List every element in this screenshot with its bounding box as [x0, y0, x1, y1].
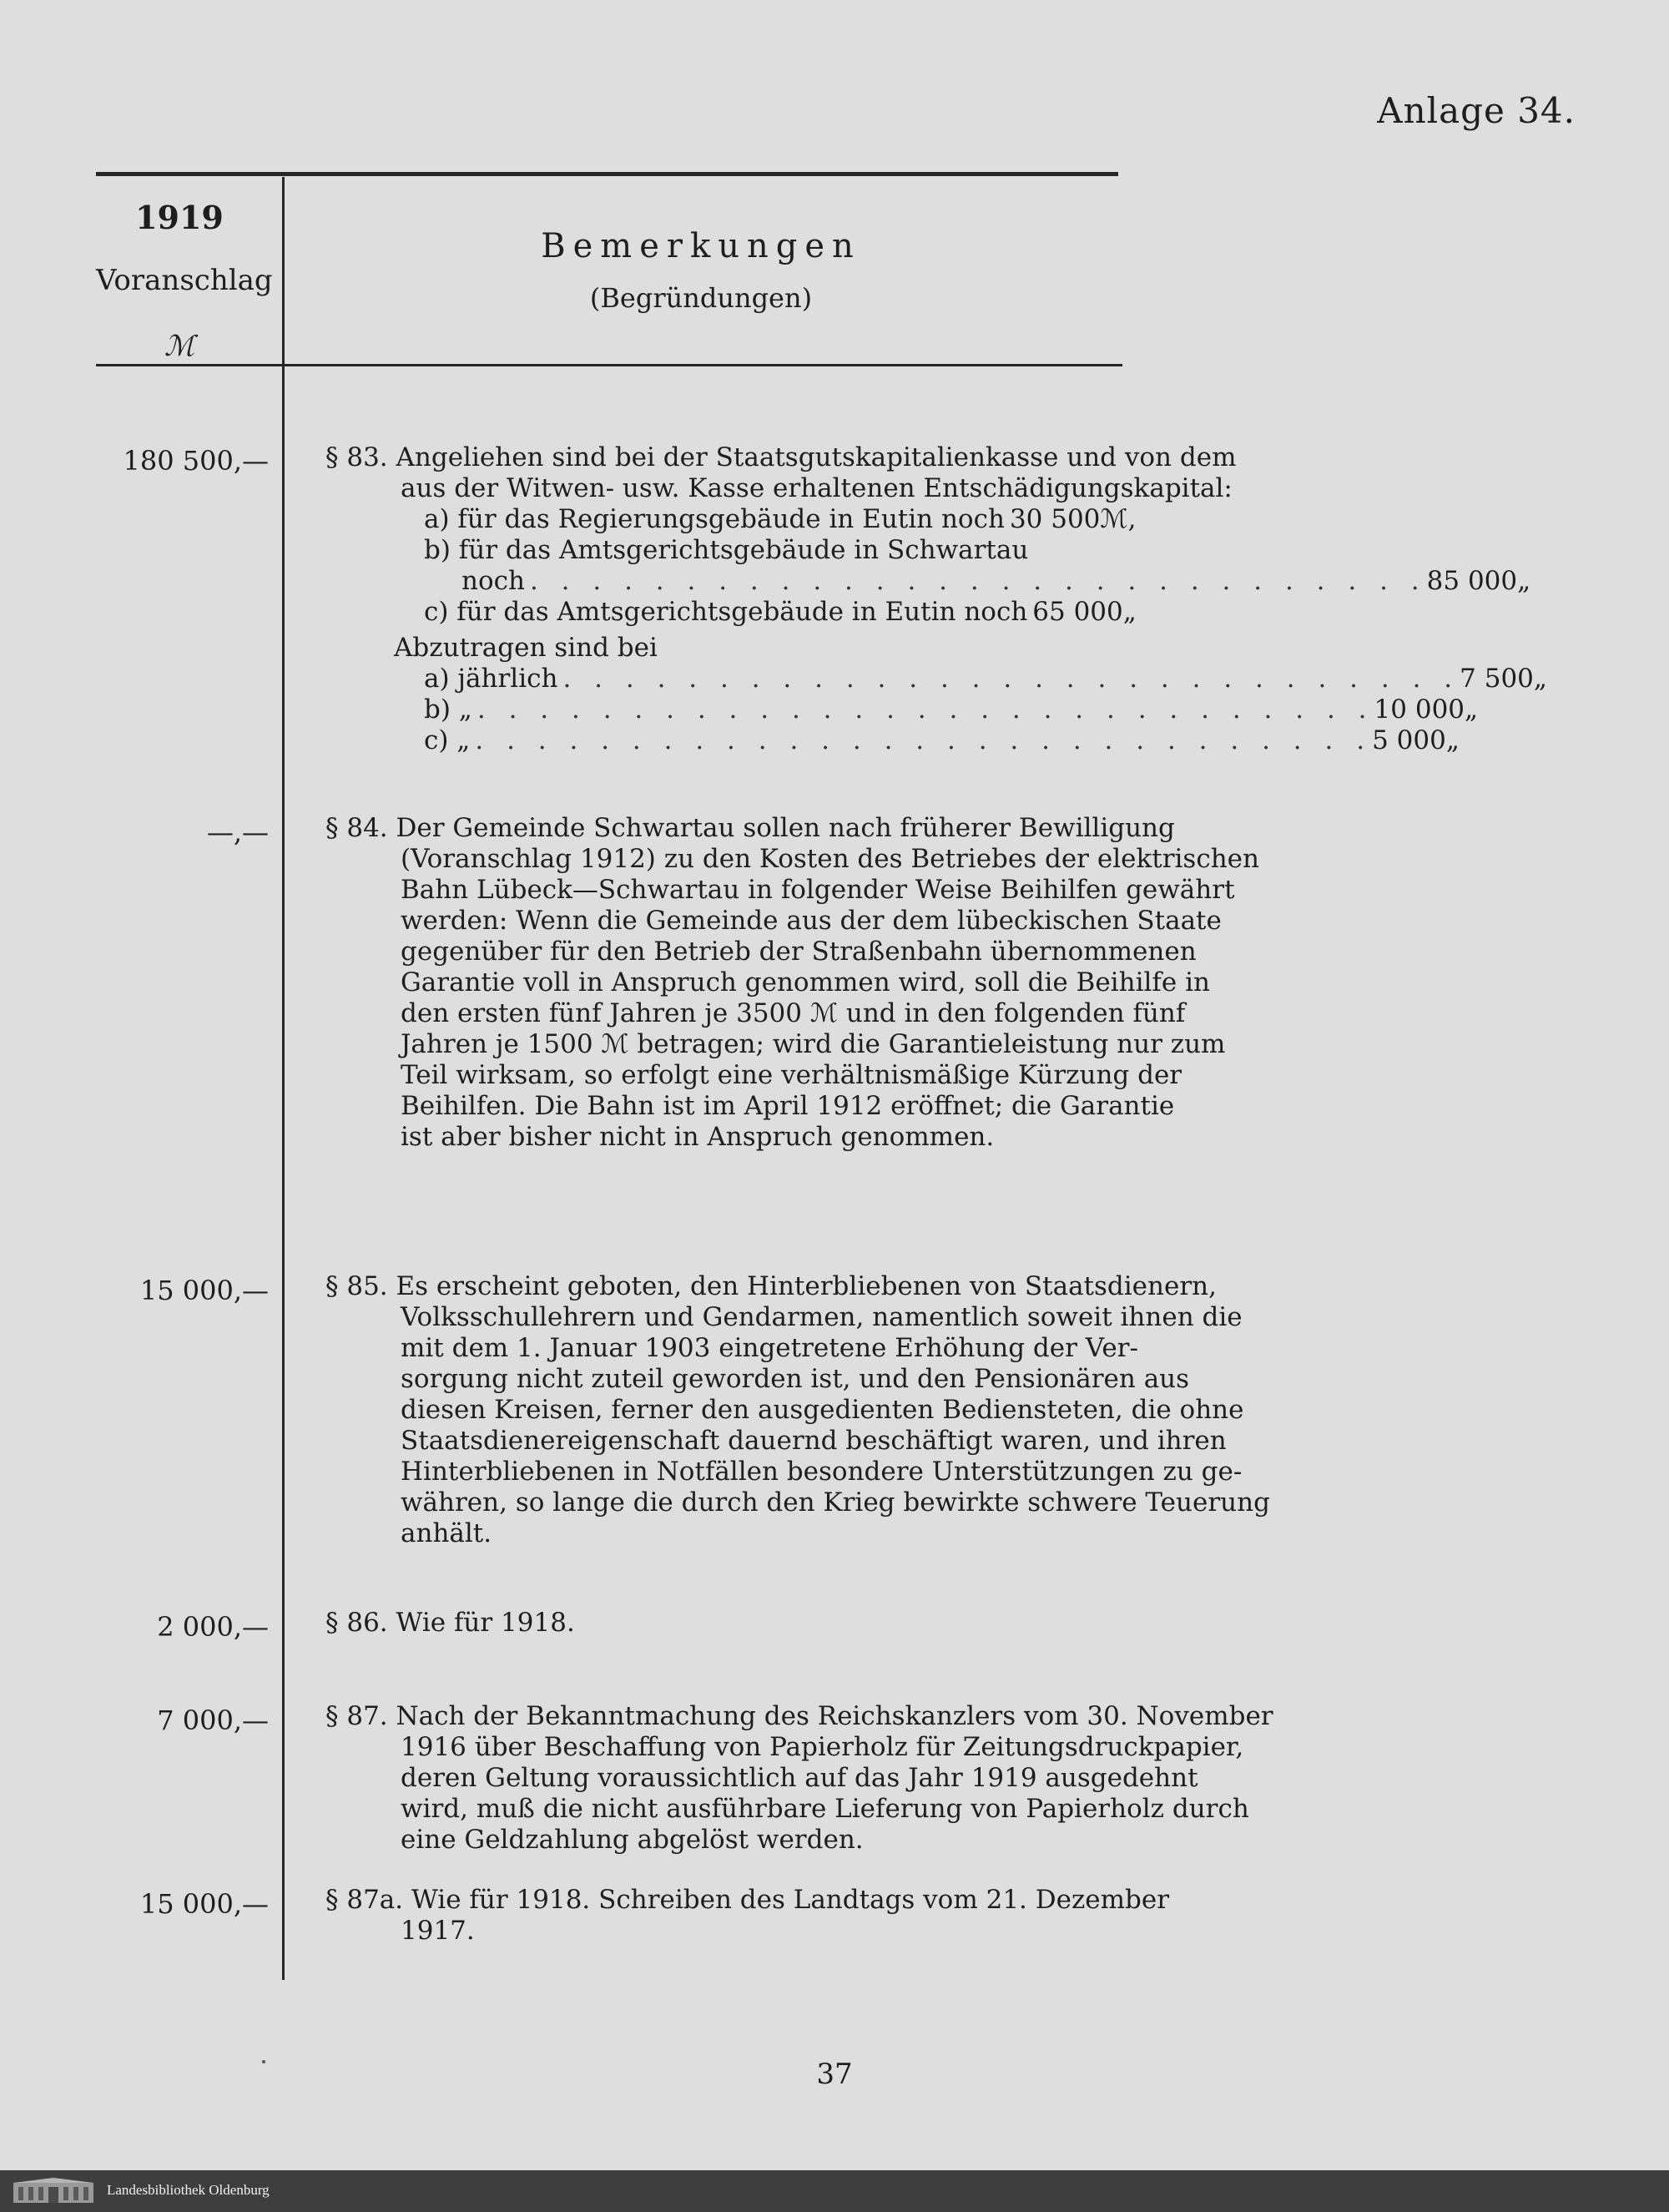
text-line: Staatsdienereigenschaft dauernd beschäftigt waren, und ihren: [401, 1426, 1227, 1456]
text-line: 1916 über Beschaffung von Papierholz für Zeitungsdruckpapier,: [401, 1732, 1244, 1762]
text-line: werden: Wenn die Gemeinde aus der dem lübeckischen Staate: [401, 906, 1222, 936]
header-voranschlag: Voranschlag: [96, 264, 273, 297]
header-title: Bemerkungen: [541, 227, 861, 265]
text-line: Garantie voll in Anspruch genommen wird, soll die Beihilfe in: [401, 967, 1210, 997]
text-line: § 87a. Wie für 1918. Schreiben des Landtags vom 21. Dezember: [325, 1885, 1170, 1915]
column-divider: [282, 177, 285, 1980]
library-name: Landesbibliothek Oldenburg: [107, 2182, 270, 2198]
text-line: § 83. Angeliehen sind bei der Staatsgutskapitalienkasse und von dem: [325, 442, 1237, 472]
item-unit: „: [1122, 597, 1137, 627]
amount-87: 7 000,—: [157, 1704, 269, 1736]
item-label: noch: [461, 566, 525, 596]
header-subtitle: (Begründungen): [589, 282, 813, 314]
text-line: gegenüber für den Betrieb der Straßenbahn übernommenen: [401, 937, 1197, 967]
repayment-unit: „: [1533, 664, 1547, 694]
text-line: wird, muß die nicht ausführbare Lieferung von Papierholz durch: [401, 1794, 1249, 1824]
item-label: c) für das Amtsgerichtsgebäude in Eutin noch: [424, 597, 1028, 627]
item-value: 30 500: [1009, 504, 1101, 534]
anlage-label: Anlage 34.: [1377, 90, 1576, 131]
repayment-a: a) jährlich . . . . . . . . . . . . . . . . . . . . . . . . . . . . . 7 500 „: [424, 664, 1547, 694]
text-line: den ersten fünf Jahren je 3500 ℳ und in den folgenden fünf: [401, 998, 1186, 1028]
header-bottom-rule: [96, 364, 1122, 366]
entry-87: [325, 1701, 1273, 1856]
item-label: b) für das Amtsgerichtsgebäude in Schwartau: [424, 535, 1029, 565]
text-line: anhält.: [401, 1518, 492, 1548]
page-number: 37: [816, 2058, 853, 2091]
repayment-heading: Abzutragen sind bei: [394, 633, 658, 663]
amount-85: 15 000,—: [139, 1275, 269, 1306]
entry-85: [325, 1271, 1270, 1549]
repayment-value: 7 500: [1460, 664, 1534, 694]
repayment-c: c) „ . . . . . . . . . . . . . . . . . . . . . . . . . . . . . 5 000 „: [424, 725, 1460, 755]
library-building-icon: [12, 2178, 95, 2204]
amount-83: 180 500,—: [123, 445, 269, 477]
repayment-label: a) jährlich: [424, 664, 558, 694]
text-line: deren Geltung voraussichtlich auf das Jahr 1919 ausgedehnt: [401, 1763, 1198, 1793]
text-line: (Voranschlag 1912) zu den Kosten des Betriebes der elektrischen: [401, 844, 1259, 874]
text-line: Hinterbliebenen in Notfällen besondere Unterstützungen zu ge-: [401, 1457, 1243, 1487]
library-footer-bar: [0, 2170, 1669, 2212]
item-label: a) für das Regierungsgebäude in Eutin noch: [424, 504, 1005, 534]
text-line: 1917.: [401, 1916, 475, 1946]
repayment-value: 5 000: [1372, 725, 1446, 755]
amount-87a: 15 000,—: [139, 1888, 269, 1920]
item-value: 65 000: [1032, 597, 1123, 627]
repayment-unit: „: [1445, 725, 1460, 755]
header-year: 1919: [135, 199, 224, 236]
text-line: Jahren je 1500 ℳ betragen; wird die Garantieleistung nur zum: [401, 1029, 1226, 1059]
repayment-value: 10 000: [1374, 694, 1465, 725]
item-b: [325, 535, 1129, 566]
amount-84: —,—: [206, 816, 269, 848]
item-value: 85 000: [1426, 566, 1518, 596]
text-line: eine Geldzahlung abgelöst werden.: [401, 1825, 864, 1855]
text-line: § 86. Wie für 1918.: [325, 1608, 575, 1638]
text-line: aus der Witwen- usw. Kasse erhaltenen Entschädigungskapital:: [401, 473, 1233, 503]
text-line: Volksschullehrern und Gendarmen, namentlich soweit ihnen die: [401, 1302, 1243, 1332]
header-currency: ℳ: [164, 330, 195, 363]
text-line: Teil wirksam, so erfolgt eine verhältnismäßige Kürzung der: [401, 1060, 1182, 1090]
item-c: [325, 597, 1137, 628]
text-line: Bahn Lübeck—Schwartau in folgender Weise Beihilfen gewährt: [401, 875, 1235, 905]
item-b-cont: noch . . . . . . . . . . . . . . . . . . . . . . . . . . . . . 85 000 „: [461, 566, 1531, 596]
top-rule: [96, 172, 1118, 176]
entry-87a: [325, 1885, 1170, 1947]
item-a: [325, 504, 1137, 535]
item-unit: ℳ,: [1100, 504, 1137, 534]
text-line: § 85. Es erscheint geboten, den Hinterbliebenen von Staatsdienern,: [325, 1271, 1217, 1301]
text-line: ist aber bisher nicht in Anspruch genommen.: [401, 1122, 995, 1152]
item-unit: „: [1517, 566, 1531, 596]
repayment-unit: „: [1465, 694, 1479, 725]
amount-86: 2 000,—: [157, 1611, 269, 1643]
entry-83: [325, 442, 1547, 756]
entry-84: [325, 813, 1259, 1153]
text-line: sorgung nicht zuteil geworden ist, und den Pensionären aus: [401, 1364, 1190, 1394]
repayment-b: b) „ . . . . . . . . . . . . . . . . . . . . . . . . . . . . . 10 000 „: [424, 694, 1479, 725]
repayment-label: b) „: [424, 694, 472, 725]
text-line: § 87. Nach der Bekanntmachung des Reichskanzlers vom 30. November: [325, 1701, 1273, 1731]
text-line: Beihilfen. Die Bahn ist im April 1912 eröffnet; die Garantie: [401, 1091, 1175, 1121]
text-line: mit dem 1. Januar 1903 eingetretene Erhöhung der Ver-: [401, 1333, 1138, 1363]
text-line: § 84. Der Gemeinde Schwartau sollen nach früherer Bewilligung: [325, 813, 1175, 843]
repayment-label: c) „: [424, 725, 471, 755]
entry-86: [325, 1608, 1129, 1639]
text-line: diesen Kreisen, ferner den ausgedienten Bediensteten, die ohne: [401, 1395, 1244, 1425]
text-line: währen, so lange die durch den Krieg bewirkte schwere Teuerung: [401, 1487, 1270, 1518]
